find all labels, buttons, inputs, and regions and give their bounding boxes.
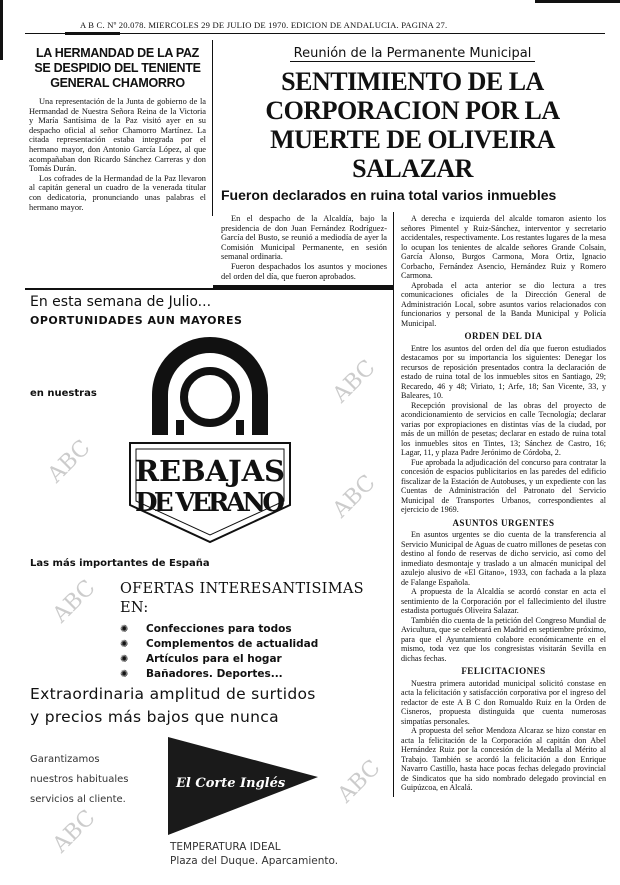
ad-extra: [30, 683, 316, 729]
guarantee-line: servicios al cliente.: [30, 794, 126, 806]
paragraph: Fueron despachados los asuntos y mociones del orden del día, que fueron aprobados.: [221, 261, 387, 281]
advertisement: [25, 290, 397, 875]
ad-guarantee: [30, 750, 128, 810]
ad-offer-list: [120, 622, 318, 682]
ad-temperature: [170, 840, 338, 868]
logo-text-verano: DE VERANO: [135, 488, 285, 519]
main-subheadline: Fueron declarados en ruina total varios inmuebles: [221, 187, 557, 203]
section-title: ASUNTOS URGENTES: [452, 517, 555, 528]
main-headline: SENTIMIENTO DE LA CORPORACION POR LA MUERTE DE OLIVEIRA SALAZAR: [265, 67, 560, 183]
ad-extra-line1: Extraordinaria amplitud de surtidos: [30, 685, 316, 704]
kicker-text: Reunión de la Permanente Municipal: [290, 46, 536, 62]
paragraph: A propuesta del señor Mendoza Alcaraz se hizo constar en acta la felicitación de la Corporación al capitán don Abel Hernández Ruiz por la concesión de la Medalla al Mérito al Trabajo. También se acordó la felicitación a don Enrique Navarro Castillo, hasta hace pocas fechas delegado provincial de Sindicatos que ha sido nombrado delegado provincial en Guipúzcoa, en Alcalá.: [401, 726, 606, 792]
ad-line2: OPORTUNIDADES AUN MAYORES: [30, 314, 243, 328]
ad-en-nuestras: en nuestras: [30, 388, 97, 400]
list-item: ✺ Confecciones para todos: [120, 622, 318, 637]
brand-pennant-icon: [168, 737, 318, 837]
watermark: ABC: [328, 355, 381, 409]
list-item: ✺ Artículos para el hogar: [120, 652, 318, 667]
main-kicker: [221, 46, 604, 61]
paragraph: En asuntos urgentes se dio cuenta de la transferencia al Servicio Municipal de Aguas de cuatro millones de pesetas con destino al fondo de reservas de dicho servicio, así como del inmediato desmontaje y traslado a un almacén municipal del azulejo alusivo de «El Gitano», 1933, con fachada a la plaza de Falange Española.: [401, 530, 606, 587]
watermark: ABC: [48, 575, 101, 629]
ad-importantes: Las más importantes de España: [30, 558, 210, 570]
ad-line1: En esta semana de Julio...: [30, 294, 212, 311]
list-item: ✺ Complementos de actualidad: [120, 637, 318, 652]
paragraph: Fue aprobada la adjudicación del concurso para contratar la concesión de espacios publicitarios en las paredes del edificio fiscalizar de la Estación de Autobuses, y un expediente con las Cuentas de Administración del Patronato del Servicio Municipal de Transportes Urbanos, correspondientes al ejercicio de 1969.: [401, 457, 606, 514]
left-article-headline: LA HERMANDAD DE LA PAZ SE DESPIDIO DEL TENIENTE GENERAL CHAMORRO: [34, 46, 201, 90]
watermark: ABC: [328, 470, 381, 524]
top-border: [0, 0, 3, 60]
paragraph: A derecha e izquierda del alcalde tomaron asiento los señores Pimentel y Ruiz-Sánchez, interventor y secretario accidentales, respectivamente. Los restantes lugares de la mesa lo ocupan los tenientes de alcalde señores Grande Colsain, García Alonso, Burgos Carmona, Mora Ortiz, Ignacio Corbacho, Fernández Asencio, Hernández Ruiz y Romero Carmona.: [401, 214, 606, 280]
brand-name: El Corte Inglés: [176, 776, 286, 792]
paragraph: Nuestra primera autoridad municipal solicitó constase en acta la felicitación y satisfacción corporativa por el ingreso del redactor de este A B C don Romualdo Ruiz en la Orden de Cisneros, propuesta distinguida que cuenta numerosas simpatías personales.: [401, 678, 606, 726]
ad-ofertas: OFERTAS INTERESANTISIMAS EN:: [120, 581, 364, 617]
advertisement-cell: [25, 288, 393, 875]
section-title: ORDEN DEL DIA: [464, 331, 543, 341]
page-folio: A B C. Nº 20.078. MIERCOLES 29 DE JULIO DE 1970. EDICION DE ANDALUCIA. PAGINA 27.: [80, 20, 448, 30]
left-article-body: [29, 97, 206, 212]
guarantee-line: Garantizamos: [30, 754, 100, 766]
paragraph: Los cofrades de la Hermandad de la Paz llevaron al capitán general un cuadro de la venerada titular con dedicatoria, pronunciando unas palabras el hermano mayor.: [29, 173, 206, 212]
guarantee-line: nuestros habituales: [30, 774, 129, 786]
main-article-header: [213, 40, 608, 212]
left-article: [25, 40, 213, 216]
ad-extra-line2: y precios más bajos que nunca: [30, 708, 279, 727]
watermark: ABC: [333, 755, 386, 809]
paragraph: En el despacho de la Alcaldía, bajo la presidencia de don Juan Fernández Rodríguez-García del Busto, se reunió a mediodía de ayer la Comisión Municipal Permanente, en sesión semanal ordinaria.: [221, 214, 387, 262]
paragraph: Una representación de la Junta de gobierno de la Hermandad de Nuestra Señora Reina de la Victoria y María Santísima de la Paz visitó ayer en su despacho oficial al señor Chamorro Martínez. La citada representación estaba integrada por el hermano mayor, don Antonio García López, al que acompañaban don Ricardo Sánchez Carreras y don Tomás Durán.: [29, 97, 206, 174]
paragraph: Entre los asuntos del orden del día que fueron estudiados destacamos por su importancia los siguientes: Denegar los recursos de reposición presentados contra la declaración de estado de ruina total de los inmuebles sitos en Santiago, 29; Recaredo, 46 y 48; Viriato, 1; Arfe, 18; San Vicente, 33, y Baleares, 10.: [401, 343, 606, 400]
paragraph: Recepción provisional de las obras del proyecto de acondicionamiento de servicios en calle Tecnología; declarar varias por expropiaciones en distintas vías de la ciudad, por más de un millón de pesetas; declarar en estado de ruina total los inmuebles sitos en Tintes, 13; Sánchez de Castro, 16; Lagar, 11, y plaza Padre Jerónimo de Córdoba, 2.: [401, 400, 606, 457]
watermark: ABC: [48, 805, 101, 859]
paragraph: Aprobada el acta anterior se dio lectura a tres comunicaciones oficiales de la Dirección General de Administración Local, sobre asuntos varios relacionados con funcionarios y personal de la Banda Municipal y Policía Municipal.: [401, 280, 606, 328]
paragraph: A propuesta de la Alcaldía se acordó constar en acta el sentimiento de la Corporación por el fallecimiento del ilustre estadista portugués Oliveira Salazar.: [401, 587, 606, 615]
main-article-col1: [213, 212, 393, 288]
watermark: ABC: [43, 435, 96, 489]
address-line: Plaza del Duque. Aparcamiento.: [170, 855, 339, 868]
main-article-col2: [393, 212, 608, 797]
section-title: FELICITACIONES: [461, 666, 546, 676]
list-item: ✺ Bañadores. Deportes...: [120, 667, 318, 682]
paragraph: También dio cuenta de la petición del Congreso Mundial de Avicultura, que se celebrará en Madrid en septiembre próximo, para que el Ayuntamiento colabore económicamente en el mismo, toda vez que los congresistas visitarán Sevilla en dichas fechas.: [401, 615, 606, 663]
page-grid: [25, 0, 608, 885]
rebajas-logo-icon: [120, 335, 300, 550]
logo-text-rebajas: REBAJAS: [135, 454, 285, 489]
temp-line: TEMPERATURA IDEAL: [170, 841, 281, 854]
